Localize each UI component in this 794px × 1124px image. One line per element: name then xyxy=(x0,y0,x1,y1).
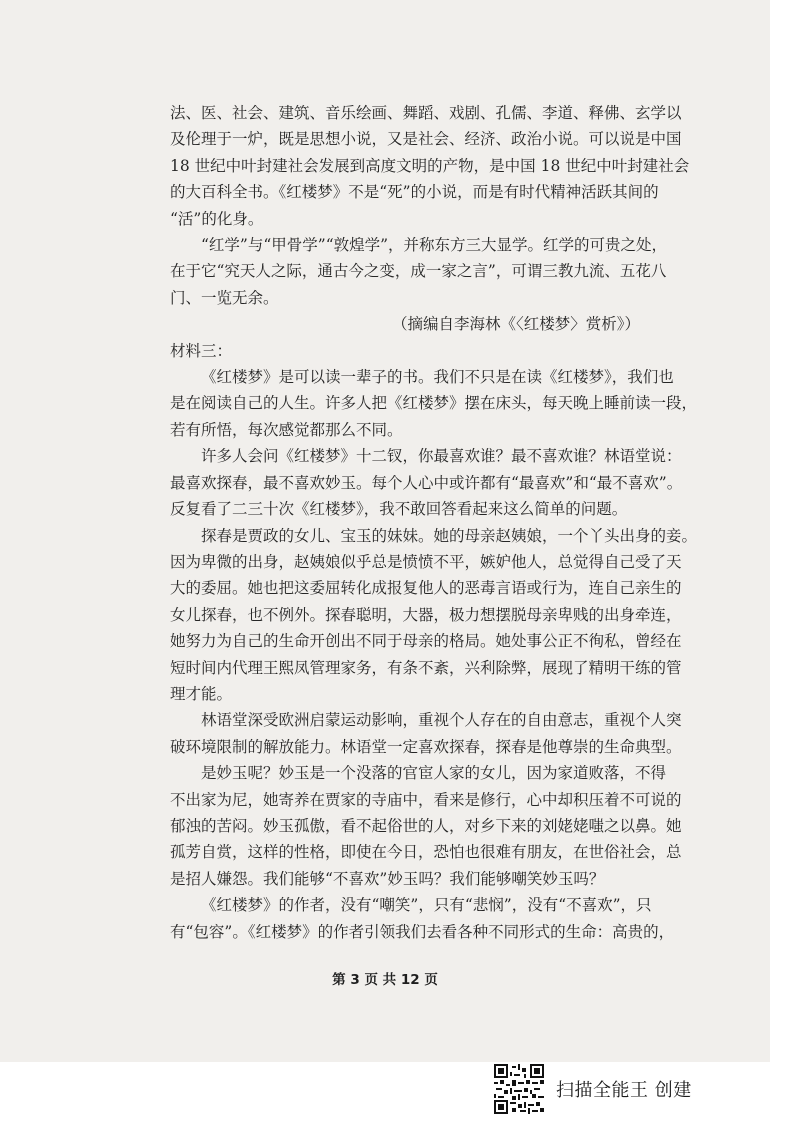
text-line: 许多人会问《红楼梦》十二钗，你最喜欢谁？最不喜欢谁？林语堂说： xyxy=(201,447,682,466)
text-line: 理才能。 xyxy=(170,684,233,703)
text-line: 法、医、社会、建筑、音乐绘画、舞蹈、戏剧、孔儒、李道、释佛、玄学以 xyxy=(170,104,682,122)
text-line: 是在阅读自己的人生。许多人把《红楼梦》摆在床头，每天晚上睡前读一段， xyxy=(170,394,698,413)
text-line: 孤芳自赏，这样的性格，即使在今日，恐怕也很难有朋友，在世俗社会，总 xyxy=(170,843,682,862)
qr-code-icon xyxy=(494,1064,544,1114)
text-line: 门、一览无余。 xyxy=(170,288,279,307)
text-line: 破环境限制的解放能力。林语堂一定喜欢探春，探春是他尊崇的生命典型。 xyxy=(170,737,682,756)
section-heading: 材料三： xyxy=(170,341,233,360)
text-line: 在于它“究天人之际，通古今之变，成一家之言”，可谓三教九流、五花八 xyxy=(170,262,667,281)
text-line: 《红楼梦》的作者，没有“嘲笑”，只有“悲悯”，没有“不喜欢”，只 xyxy=(201,896,652,915)
text-line: 大的委屈。她也把这委屈转化成报复他人的恶毒言语或行为，连自己亲生的 xyxy=(170,579,682,598)
text-line: 是招人嫌怨。我们能够“不喜欢”妙玉吗？我们能够嘲笑妙玉吗？ xyxy=(170,869,605,888)
text-line: 18 世纪中叶封建社会发展到高度文明的产物，是中国 18 世纪中叶封建社会 xyxy=(170,156,690,175)
text-line: 有“包容”。《红楼梦》的作者引领我们去看各种不同形式的生命：高贵的， xyxy=(170,922,675,941)
text-line: 女儿探春，也不例外。探春聪明，大器，极力想摆脱母亲卑贱的出身牵连， xyxy=(170,605,682,624)
source-citation: （摘编自李海林《〈红楼梦〉赏析》） xyxy=(391,315,640,334)
text-line: 不出家为尼，她寄养在贾家的寺庙中，看来是修行，心中却积压着不可说的 xyxy=(170,790,682,809)
text-line: 最喜欢探春，最不喜欢妙玉。每个人心中或许都有“最喜欢”和“最不喜欢”。 xyxy=(170,473,683,492)
scanner-watermark xyxy=(494,1064,692,1114)
text-line: 短时间内代理王熙凤管理家务，有条不紊，兴利除弊，展现了精明干练的管 xyxy=(170,658,682,677)
text-line: 林语堂深受欧洲启蒙运动影响，重视个人存在的自由意志，重视个人突 xyxy=(201,711,682,730)
text-line: 郁浊的苦闷。妙玉孤傲，看不起俗世的人，对乡下来的刘姥姥嗤之以鼻。她 xyxy=(170,816,682,835)
text-line: 是妙玉呢？妙玉是一个没落的官宦人家的女儿，因为家道败落，不得 xyxy=(201,764,667,783)
article-body xyxy=(170,100,698,945)
text-line: 若有所悟，每次感觉都那么不同。 xyxy=(170,420,403,439)
text-line: “活”的化身。 xyxy=(170,209,264,228)
text-line: 反复看了二三十次《红楼梦》，我不敢回答看起来这么简单的问题。 xyxy=(170,500,628,519)
text-line: 及伦理于一炉，既是思想小说，又是社会、经济、政治小说。可以说是中国 xyxy=(170,130,682,149)
text-line: “红学”与“甲骨学”“敦煌学”，并称东方三大显学。红学的可贵之处， xyxy=(201,236,668,255)
scanner-brand-label: 扫描全能王 创建 xyxy=(556,1080,692,1101)
text-line: 因为卑微的出身，赵姨娘似乎总是愤愤不平，嫉妒他人，总觉得自己受了天 xyxy=(170,552,682,571)
text-line: 的大百科全书。《红楼梦》不是“死”的小说，而是有时代精神活跃其间的 xyxy=(170,183,659,202)
text-line: 探春是贾政的女儿、宝玉的妹妹。她的母亲赵姨娘，一个丫头出身的妾。 xyxy=(201,526,698,545)
text-line: 她努力为自己的生命开创出不同于母亲的格局。她处事公正不徇私，曾经在 xyxy=(170,632,682,651)
text-line: 《红楼梦》是可以读一辈子的书。我们不只是在读《红楼梦》，我们也 xyxy=(201,368,674,387)
page-number: 第 3 页 共 12 页 xyxy=(332,972,438,988)
